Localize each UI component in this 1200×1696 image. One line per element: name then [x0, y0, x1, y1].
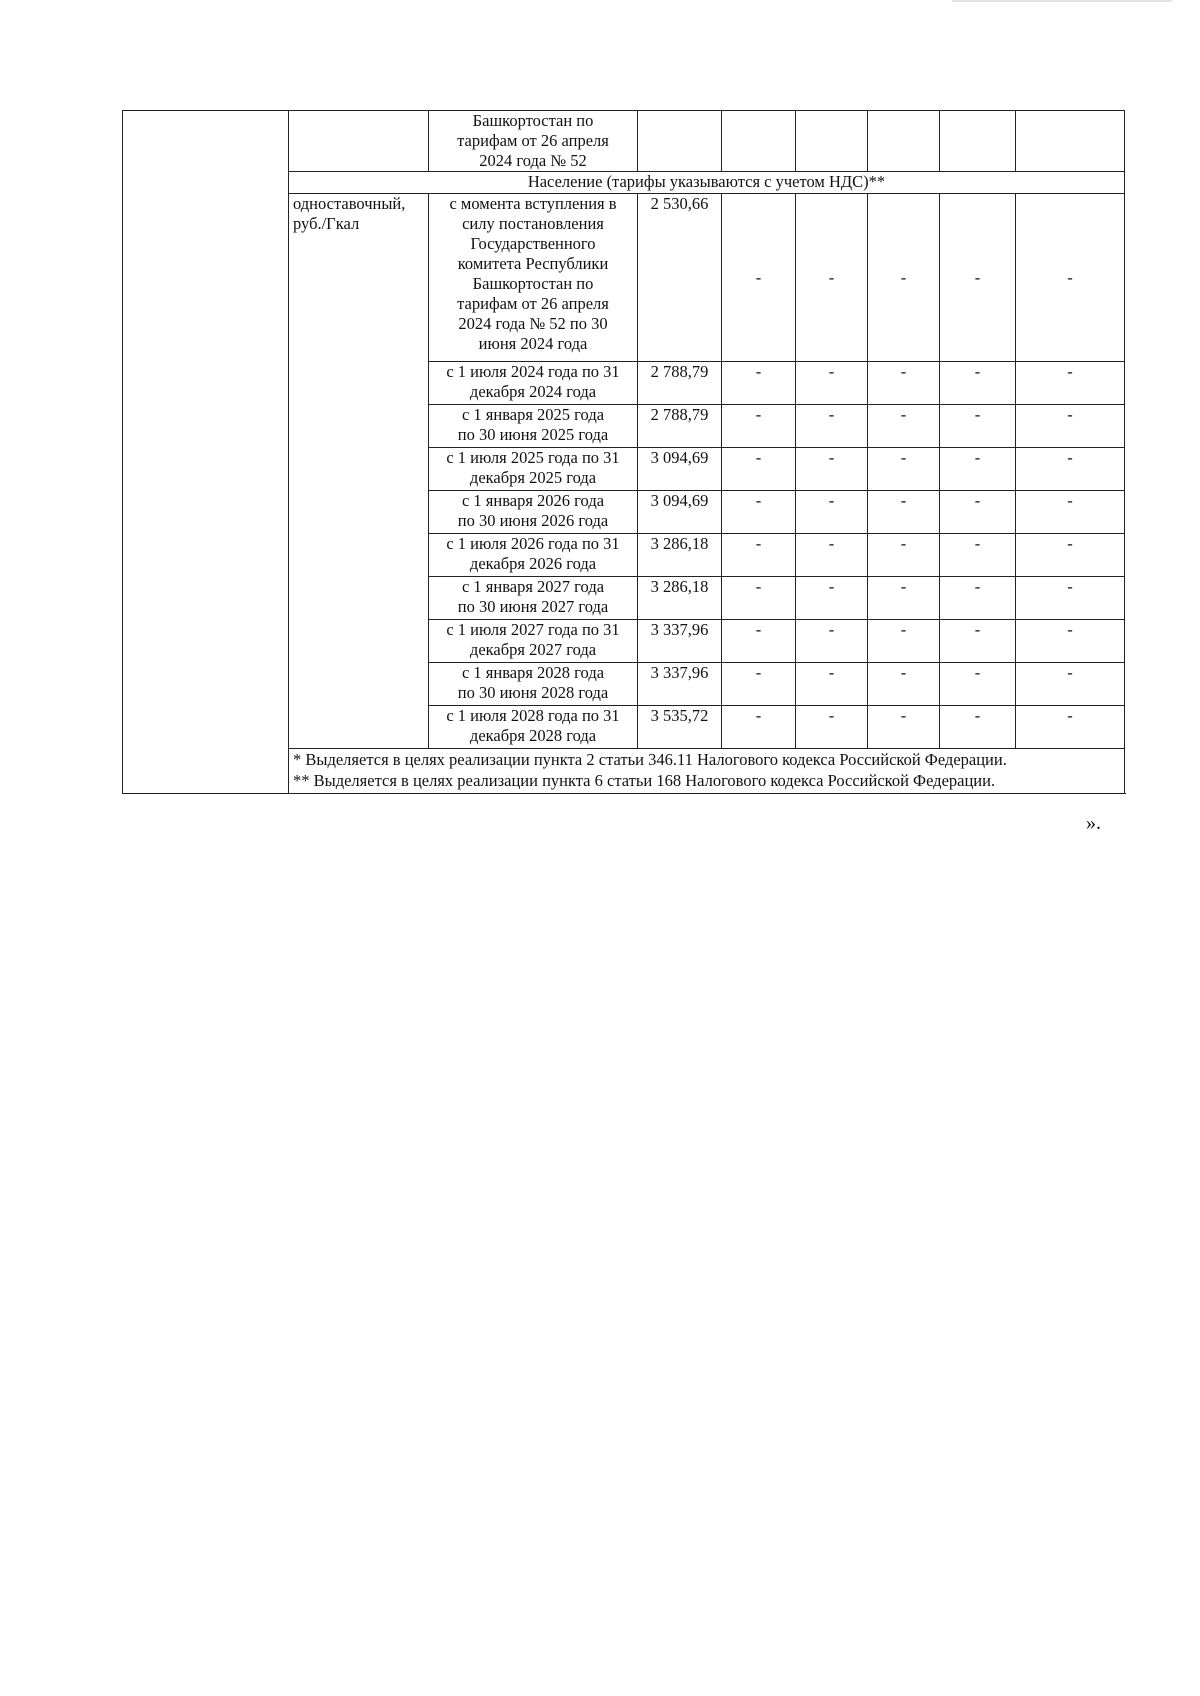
- empty-cell: [722, 111, 796, 172]
- continuation-period-cell: [429, 111, 638, 172]
- dash-cell: -: [868, 491, 940, 534]
- footnote: * Выделяется в целях реализации пункта 2 статьи 346.11 Налогового кодекса Российской Федерации.: [293, 750, 1007, 769]
- section-title: Население (тарифы указываются с учетом НДС)**: [289, 172, 1125, 194]
- closing-quote-mark: ».: [1086, 812, 1101, 834]
- empty-cell: [796, 111, 868, 172]
- dash-cell: -: [796, 620, 868, 663]
- dash-cell: -: [796, 491, 868, 534]
- period-line: Государственного: [470, 234, 596, 253]
- period-line: 2024 года № 52 по 30: [458, 314, 608, 333]
- period-line: по 30 июня 2028 года: [457, 683, 609, 702]
- empty-unit-cell: [289, 111, 429, 172]
- period-line: с 1 июля 2027 года по 31: [446, 620, 620, 639]
- period-line: июня 2024 года: [478, 334, 588, 353]
- dash-cell: -: [796, 577, 868, 620]
- dash-cell: -: [722, 663, 796, 706]
- period-cell: [429, 362, 638, 405]
- period-line: с 1 января 2026 года: [461, 491, 605, 510]
- dash-cell: -: [1016, 405, 1125, 448]
- period-cell: [429, 405, 638, 448]
- dash-cell: -: [796, 194, 868, 362]
- tariff-value: 3 337,96: [638, 620, 722, 663]
- period-line: тарифам от 26 апреля: [457, 294, 609, 313]
- dash-cell: -: [722, 405, 796, 448]
- period-cell: [429, 534, 638, 577]
- tariff-value: 2 788,79: [638, 362, 722, 405]
- dash-cell: -: [940, 491, 1016, 534]
- period-line: с 1 января 2025 года: [461, 405, 605, 424]
- dash-cell: -: [940, 534, 1016, 577]
- period-line: Башкортостан по: [472, 111, 594, 130]
- table-row-continuation: [123, 111, 1125, 172]
- period-line: с момента вступления в: [449, 194, 617, 213]
- dash-cell: -: [1016, 491, 1125, 534]
- tariff-unit-cell: [289, 194, 429, 749]
- dash-cell: -: [796, 534, 868, 577]
- dash-cell: -: [722, 491, 796, 534]
- scan-artifact: [952, 0, 1172, 6]
- period-line: декабря 2027 года: [469, 640, 597, 659]
- tariff-value: 3 094,69: [638, 491, 722, 534]
- dash-cell: -: [868, 534, 940, 577]
- period-line: декабря 2025 года: [469, 468, 597, 487]
- footnotes-cell: [289, 749, 1125, 794]
- dash-cell: -: [796, 448, 868, 491]
- dash-cell: -: [796, 362, 868, 405]
- period-line: по 30 июня 2025 года: [457, 425, 609, 444]
- tariff-value: 2 788,79: [638, 405, 722, 448]
- dash-cell: -: [940, 448, 1016, 491]
- period-line: тарифам от 26 апреля: [457, 131, 609, 150]
- footnote: ** Выделяется в целях реализации пункта 6 статьи 168 Налогового кодекса Российской Федерации.: [293, 771, 996, 790]
- dash-cell: -: [868, 577, 940, 620]
- period-cell: [429, 577, 638, 620]
- dash-cell: -: [1016, 620, 1125, 663]
- period-line: с 1 января 2028 года: [461, 663, 605, 682]
- dash-cell: -: [1016, 534, 1125, 577]
- tariff-value: 3 535,72: [638, 706, 722, 749]
- unit-line: руб./Гкал: [293, 214, 360, 233]
- dash-cell: -: [940, 620, 1016, 663]
- empty-cell: [940, 111, 1016, 172]
- period-line: с 1 июля 2024 года по 31: [446, 362, 620, 381]
- tariff-value: 3 337,96: [638, 663, 722, 706]
- dash-cell: -: [868, 663, 940, 706]
- empty-cell: [1016, 111, 1125, 172]
- dash-cell: -: [940, 663, 1016, 706]
- empty-cell: [868, 111, 940, 172]
- period-line: с 1 июля 2028 года по 31: [446, 706, 620, 725]
- unit-line: одноставочный,: [293, 194, 406, 213]
- dash-cell: -: [722, 362, 796, 405]
- tariff-value: 3 286,18: [638, 534, 722, 577]
- dash-cell: -: [940, 405, 1016, 448]
- period-line: 2024 года № 52: [479, 151, 587, 170]
- period-cell: [429, 706, 638, 749]
- dash-cell: -: [868, 405, 940, 448]
- dash-cell: -: [722, 194, 796, 362]
- period-cell: [429, 491, 638, 534]
- dash-cell: -: [722, 620, 796, 663]
- period-line: с 1 июля 2025 года по 31: [446, 448, 620, 467]
- dash-cell: -: [1016, 706, 1125, 749]
- dash-cell: -: [1016, 362, 1125, 405]
- period-line: Башкортостан по: [472, 274, 594, 293]
- dash-cell: -: [868, 448, 940, 491]
- dash-cell: -: [722, 448, 796, 491]
- tariff-value: 3 286,18: [638, 577, 722, 620]
- dash-cell: -: [1016, 448, 1125, 491]
- dash-cell: -: [940, 706, 1016, 749]
- dash-cell: -: [722, 706, 796, 749]
- dash-cell: -: [722, 534, 796, 577]
- dash-cell: -: [796, 663, 868, 706]
- dash-cell: -: [796, 405, 868, 448]
- dash-cell: -: [1016, 663, 1125, 706]
- period-line: комитета Республики: [457, 254, 609, 273]
- tariff-value: 3 094,69: [638, 448, 722, 491]
- dash-cell: -: [796, 706, 868, 749]
- period-cell: [429, 663, 638, 706]
- dash-cell: -: [868, 706, 940, 749]
- dash-cell: -: [722, 577, 796, 620]
- period-line: декабря 2028 года: [469, 726, 597, 745]
- dash-cell: -: [1016, 577, 1125, 620]
- empty-first-column-cell: [123, 111, 289, 794]
- dash-cell: -: [868, 362, 940, 405]
- period-line: с 1 июля 2026 года по 31: [446, 534, 620, 553]
- period-line: декабря 2026 года: [469, 554, 597, 573]
- period-line: по 30 июня 2027 года: [457, 597, 609, 616]
- tariff-value: 2 530,66: [638, 194, 722, 362]
- dash-cell: -: [868, 194, 940, 362]
- empty-value-cell: [638, 111, 722, 172]
- dash-cell: -: [940, 362, 1016, 405]
- dash-cell: -: [1016, 194, 1125, 362]
- period-line: с 1 января 2027 года: [461, 577, 605, 596]
- period-line: силу постановления: [462, 214, 604, 233]
- period-line: по 30 июня 2026 года: [457, 511, 609, 530]
- dash-cell: -: [940, 577, 1016, 620]
- dash-cell: -: [940, 194, 1016, 362]
- period-cell: [429, 194, 638, 362]
- period-cell: [429, 620, 638, 663]
- dash-cell: -: [868, 620, 940, 663]
- period-cell: [429, 448, 638, 491]
- tariff-table: [122, 110, 1125, 794]
- period-line: декабря 2024 года: [469, 382, 597, 401]
